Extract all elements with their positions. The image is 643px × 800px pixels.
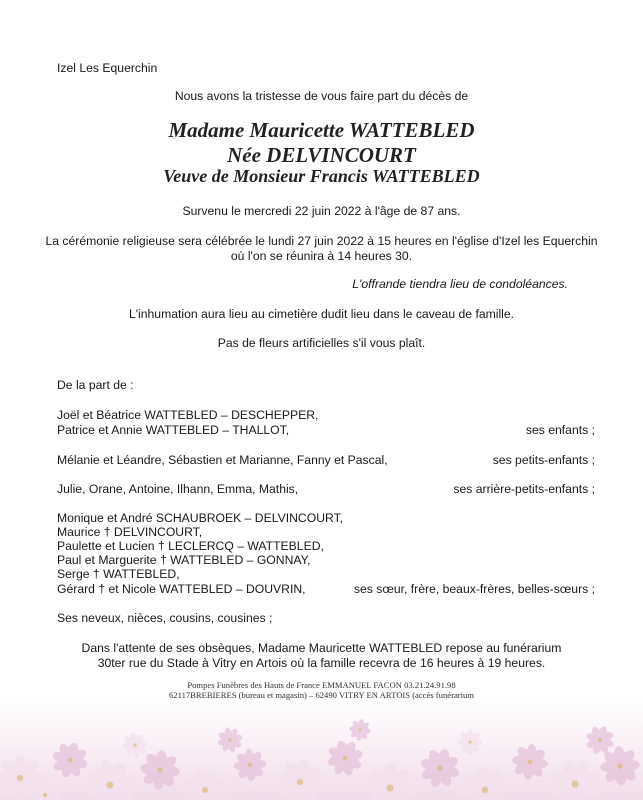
deceased-name: Madame Mauricette WATTEBLED bbox=[168, 118, 475, 142]
flower-center bbox=[528, 760, 533, 765]
flower-center bbox=[437, 765, 443, 771]
intro-text: Nous avons la tristesse de vous faire part du décès de bbox=[174, 89, 469, 103]
death-notice: Survenu le mercredi 22 juin 2022 à l'âge de 87 ans. bbox=[182, 204, 461, 218]
flower-center bbox=[107, 782, 114, 789]
flower-center bbox=[468, 740, 472, 744]
ceremony-line-2: où l'on se réunira à 14 heures 30. bbox=[230, 249, 413, 263]
relation-great-grandchildren: ses arrière-petits-enfants ; bbox=[453, 482, 595, 496]
family-name-line: Paulette et Lucien † LECLERCQ – WATTEBLED, bbox=[57, 539, 324, 553]
flower-center bbox=[359, 729, 362, 732]
flower-center bbox=[248, 763, 253, 768]
footer-line-2: 62117BREBIERES (bureau et magasin) – 62490 VITRY EN ARTOIS (accès funérarium bbox=[169, 690, 474, 700]
relation-children: ses enfants ; bbox=[525, 423, 595, 437]
footer-line-1: Pompes Funèbres des Hauts de France EMMANUEL FACON 03.21.24.91.98 bbox=[187, 680, 456, 690]
family-name-line: Maurice † DELVINCOURT, bbox=[57, 525, 203, 539]
flower-center bbox=[343, 756, 348, 761]
flower-center bbox=[482, 787, 489, 794]
relation-siblings: ses sœur, frère, beaux-frères, belles-sœurs ; bbox=[353, 582, 595, 596]
family-name-line: Joël et Béatrice WATTEBLED – DESCHEPPER, bbox=[57, 408, 319, 422]
flowers-note: Pas de fleurs artificielles s'il vous plaît. bbox=[217, 336, 426, 350]
flower-center bbox=[43, 793, 48, 798]
ceremony-line-1: La cérémonie religieuse sera célébrée le lundi 27 juin 2022 à 15 heures en l'église d'Izel les Equerchin bbox=[45, 234, 598, 248]
flower-center bbox=[297, 779, 304, 786]
family-name-line: Serge † WATTEBLED, bbox=[57, 567, 180, 581]
from-heading: De la part de : bbox=[57, 378, 134, 392]
flower-border-decoration bbox=[0, 700, 643, 800]
location: Izel Les Equerchin bbox=[57, 61, 158, 75]
offering-note: L'offrande tiendra lieu de condoléances. bbox=[352, 277, 568, 291]
relation-grandchildren: ses petits-enfants ; bbox=[492, 453, 595, 467]
flower-center bbox=[617, 763, 623, 769]
maiden-name: Née DELVINCOURT bbox=[227, 143, 416, 167]
widow-of: Veuve de Monsieur Francis WATTEBLED bbox=[163, 166, 480, 186]
flower-center bbox=[202, 787, 208, 793]
flower-center bbox=[387, 785, 394, 792]
flower-center bbox=[68, 758, 73, 763]
flower-center bbox=[157, 767, 163, 773]
nephews-line: Ses neveux, nièces, cousins, cousines ; bbox=[57, 611, 273, 625]
family-name-line: Mélanie et Léandre, Sébastien et Marianne, Fanny et Pascal, bbox=[57, 453, 388, 467]
flower-center bbox=[598, 738, 602, 742]
flower-center bbox=[228, 738, 232, 742]
flower-center bbox=[133, 743, 137, 747]
flower-center bbox=[572, 781, 579, 788]
family-name-line: Julie, Orane, Antoine, Ilhann, Emma, Mathis, bbox=[57, 482, 299, 496]
family-name-line: Monique et André SCHAUBROEK – DELVINCOURT, bbox=[57, 511, 344, 525]
funeral-home-line-1: Dans l'attente de ses obsèques, Madame Mauricette WATTEBLED repose au funérarium bbox=[81, 641, 562, 655]
family-name-line: Gérard † et Nicole WATTEBLED – DOUVRIN, bbox=[57, 582, 306, 596]
family-name-line: Paul et Marguerite † WATTEBLED – GONNAY, bbox=[57, 553, 311, 567]
family-name-line: Patrice et Annie WATTEBLED – THALLOT, bbox=[57, 423, 290, 437]
flower-center bbox=[17, 775, 24, 782]
funeral-home-line-2: 30ter rue du Stade à Vitry en Artois où la famille recevra de 16 heures à 19 heures. bbox=[97, 656, 546, 670]
burial-note: L'inhumation aura lieu au cimetière dudit lieu dans le caveau de famille. bbox=[128, 307, 515, 321]
